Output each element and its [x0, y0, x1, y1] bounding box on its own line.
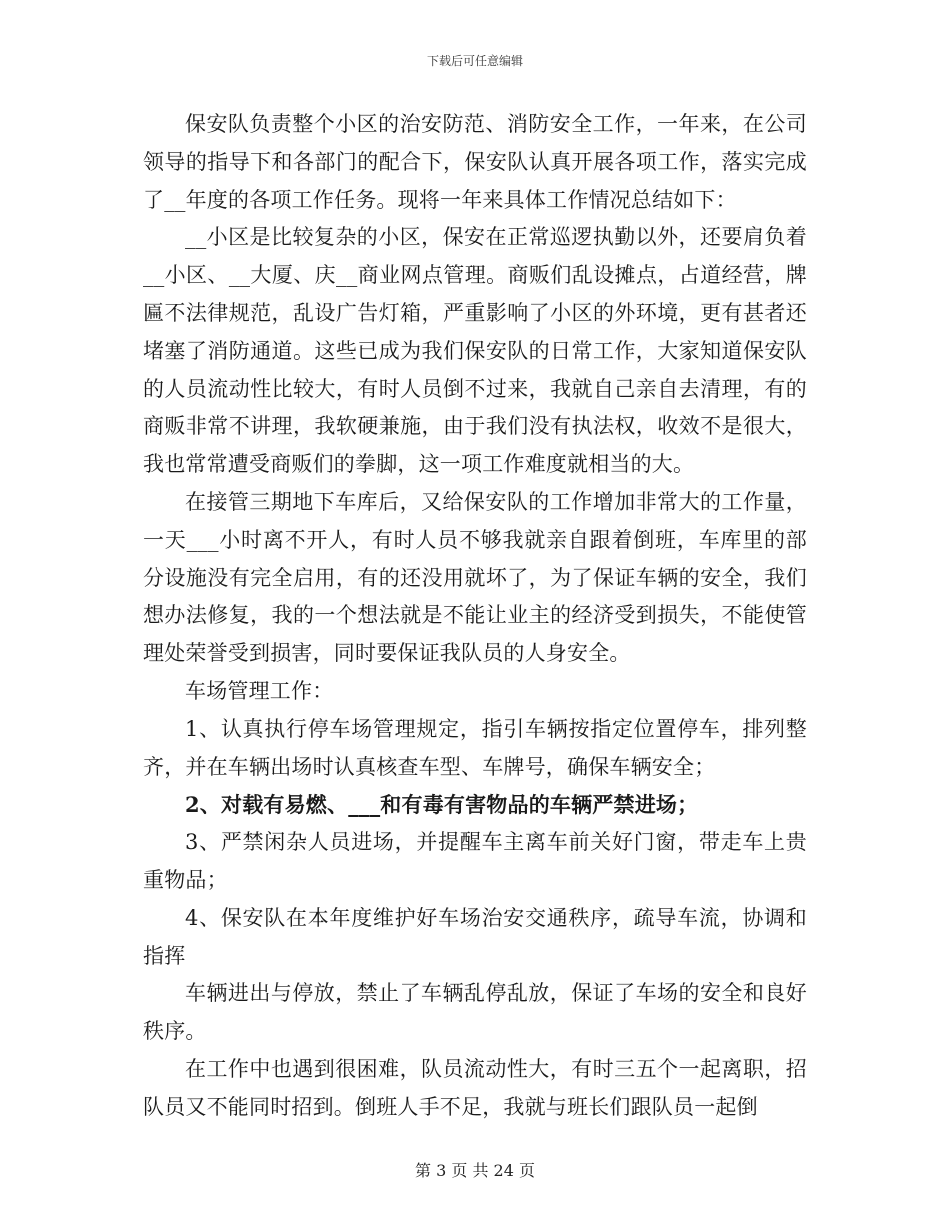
paragraph-community-management: __小区是比较复杂的小区，保安在正常巡逻执勤以外，还要肩负着__小区、__大厦、庆__商业网点管理。商贩们乱设摊点，占道经营，牌匾不法律规范，乱设广告灯箱，严重影响了小区的外环境，更有甚者还堵塞了消防通道。这些已成为我们保安队的日常工作，大家知道保安队的人员流动性比较大，有时人员倒不过来，我就自己亲自去清理，有的商贩非常不讲理，我软硬兼施，由于我们没有执法权，收效不是很大，我也常常遭受商贩们的拳脚，这一项工作难度就相当的大。	[143, 225, 807, 477]
list-item-rule-4: 4、保安队在本年度维护好车场治安交通秩序，疏导车流，协调和指挥	[143, 905, 807, 968]
list-item-rule-2: 2、对载有易燃、___和有毒有害物品的车辆严禁进场；	[185, 792, 699, 818]
paragraph-garage-takeover: 在接管三期地下车库后，又给保安队的工作增加非常大的工作量，一天___小时离不开人，有时人员不够我就亲自跟着倒班，车库里的部分设施没有完全启用，有的还没用就坏了，为了保证车辆的安全，我们想办法修复，我的一个想法就是不能让业主的经济受到损失，不能使管理处荣誉受到损害，同时要保证我队员的人身安全。	[143, 489, 807, 666]
document-body	[143, 106, 807, 1127]
paragraph-parking-heading: 车场管理工作：	[185, 678, 334, 703]
list-item-rule-3: 3、严禁闲杂人员进场，并提醒车主离车前关好门窗，带走车上贵重物品；	[143, 830, 807, 892]
paragraph-difficulties: 在工作中也遇到很困难，队员流动性大，有时三五个一起离职，招队员又不能同时招到。倒班人手不足，我就与班长们跟队员一起倒	[143, 1056, 807, 1119]
page-number-footer: 第 3 页 共 24 页	[415, 1161, 535, 1180]
page-header-note: 下载后可任意编辑	[426, 54, 523, 68]
paragraph-intro: 保安队负责整个小区的治安防范、消防安全工作，一年来，在公司领导的指导下和各部门的配合下，保安队认真开展各项工作，落实完成了__年度的各项工作任务。现将一年来具体工作情况总结如下：	[143, 112, 807, 212]
paragraph-vehicle-order: 车辆进出与停放，禁止了车辆乱停乱放，保证了车场的安全和良好秩序。	[143, 981, 807, 1044]
list-item-rule-1: 1、认真执行停车场管理规定，指引车辆按指定位置停车，排列整齐，并在车辆出场时认真核查车型、车牌号，确保车辆安全；	[143, 716, 807, 779]
